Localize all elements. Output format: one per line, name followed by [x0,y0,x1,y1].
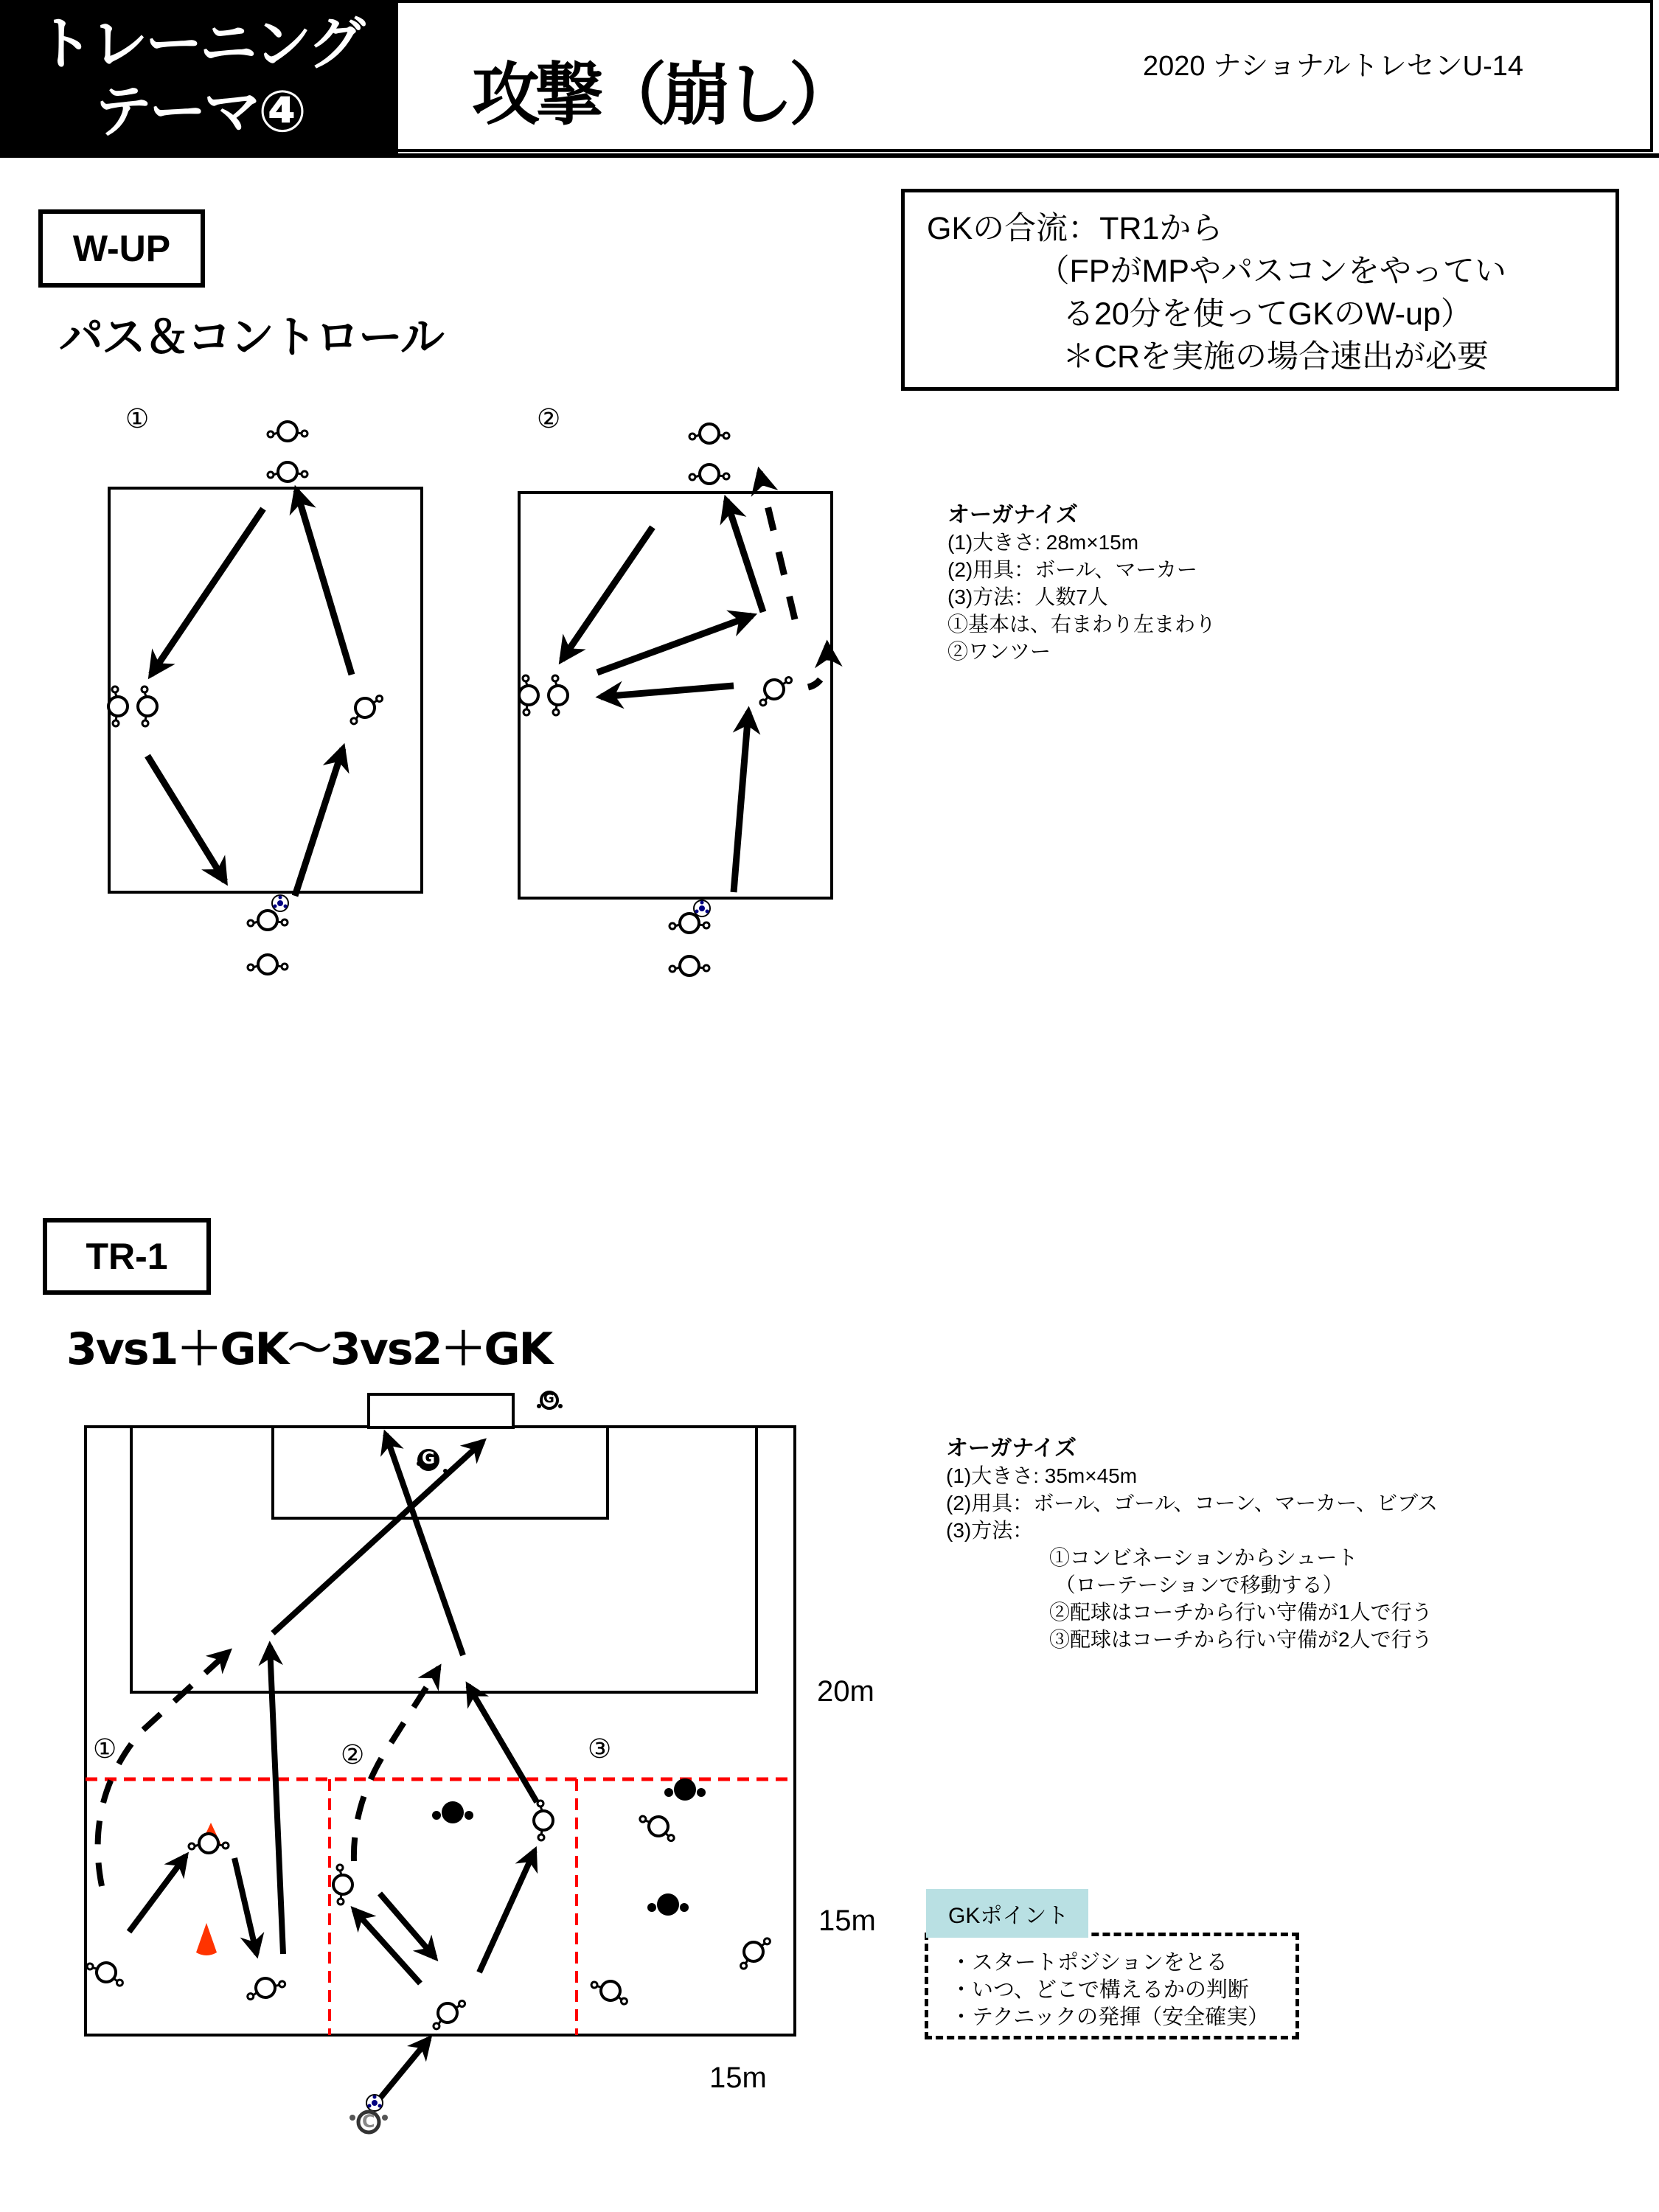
organize-line: ①コンビネーションからシュート [946,1546,1358,1569]
organize-heading: オーガナイズ [946,1436,1077,1461]
zone-label-3: ③ [588,1734,612,1764]
gk-label-reserve: G [543,1391,554,1406]
organize-line: ②配球はコーチから行い守備が1人で行う [946,1601,1433,1624]
distance-15m-side: 15m [818,1905,876,1937]
organize-line: ②ワンツー [947,640,1051,663]
tr1-drill-title: 3vs1＋GK〜3vs2＋GK [66,1324,552,1375]
organize-line: (2)用具：ボール、マーカー [947,558,1197,581]
diagram-label-2: ② [537,404,561,434]
wup-diagram-1 [108,422,422,974]
gk-point-item: ・いつ、どこで構えるかの判断 [950,1978,1249,2002]
gk-join-line: （FPがMPやパスコンをやってい [927,254,1506,289]
gk-point-item: ・スタートポジションをとる [950,1951,1228,1975]
section-label-wup: W-UP [38,209,205,288]
organize-line: (3)方法： [946,1519,1034,1542]
distance-20m: 20m [817,1675,874,1708]
gk-join-line: る20分を使ってGKのW-up） [927,296,1472,332]
organize-line: (2)用具：ボール、ゴール、コーン、マーカー、ビブス [946,1492,1439,1514]
diagram-label-1: ① [125,404,150,434]
organize-line: ①基本は、右まわり左まわり [947,613,1217,636]
gk-join-line: GKの合流：TR1から [927,211,1223,246]
gk-point-box [925,1933,1299,2039]
organize-line: (1)大きさ: 35m×45m [946,1464,1138,1487]
organize-line: (1)大きさ: 28m×15m [947,531,1139,554]
organize-line: (3)方法：人数7人 [947,585,1108,608]
tr1-pitch [84,1392,795,2132]
tr1-organize [946,1435,1438,1653]
organize-line: （ローテーションで移動する） [946,1573,1343,1596]
distance-15m-bottom: 15m [709,2062,767,2094]
zone-label-1: ① [93,1734,117,1764]
theme-line-1: トレーニング [35,11,363,77]
cone-icon [196,1923,217,1955]
wup-organize [947,501,1216,665]
zone-label-2: ② [341,1740,365,1770]
section-label-tr1: TR-1 [43,1218,211,1295]
organize-line: ③配球はコーチから行い守備が2人で行う [946,1628,1433,1651]
wup-diagram-2 [519,424,832,975]
program-name: 2020 ナショナルトレセンU-14 [1143,51,1524,82]
gk-join-line: ＊CRを実施の場合速出が必要 [927,339,1489,375]
coach-label: C [362,2111,375,2132]
page-title: 攻撃（崩し） [472,55,853,134]
wup-drill-title: パス＆コントロール [59,312,443,364]
gk-point-tab: GKポイント [926,1889,1088,1938]
gk-label-goal: G [422,1450,436,1468]
gk-point-item: ・テクニックの発揮（安全確実） [950,2006,1270,2029]
organize-heading: オーガナイズ [947,503,1078,527]
theme-line-2: テーマ④ [94,79,305,145]
